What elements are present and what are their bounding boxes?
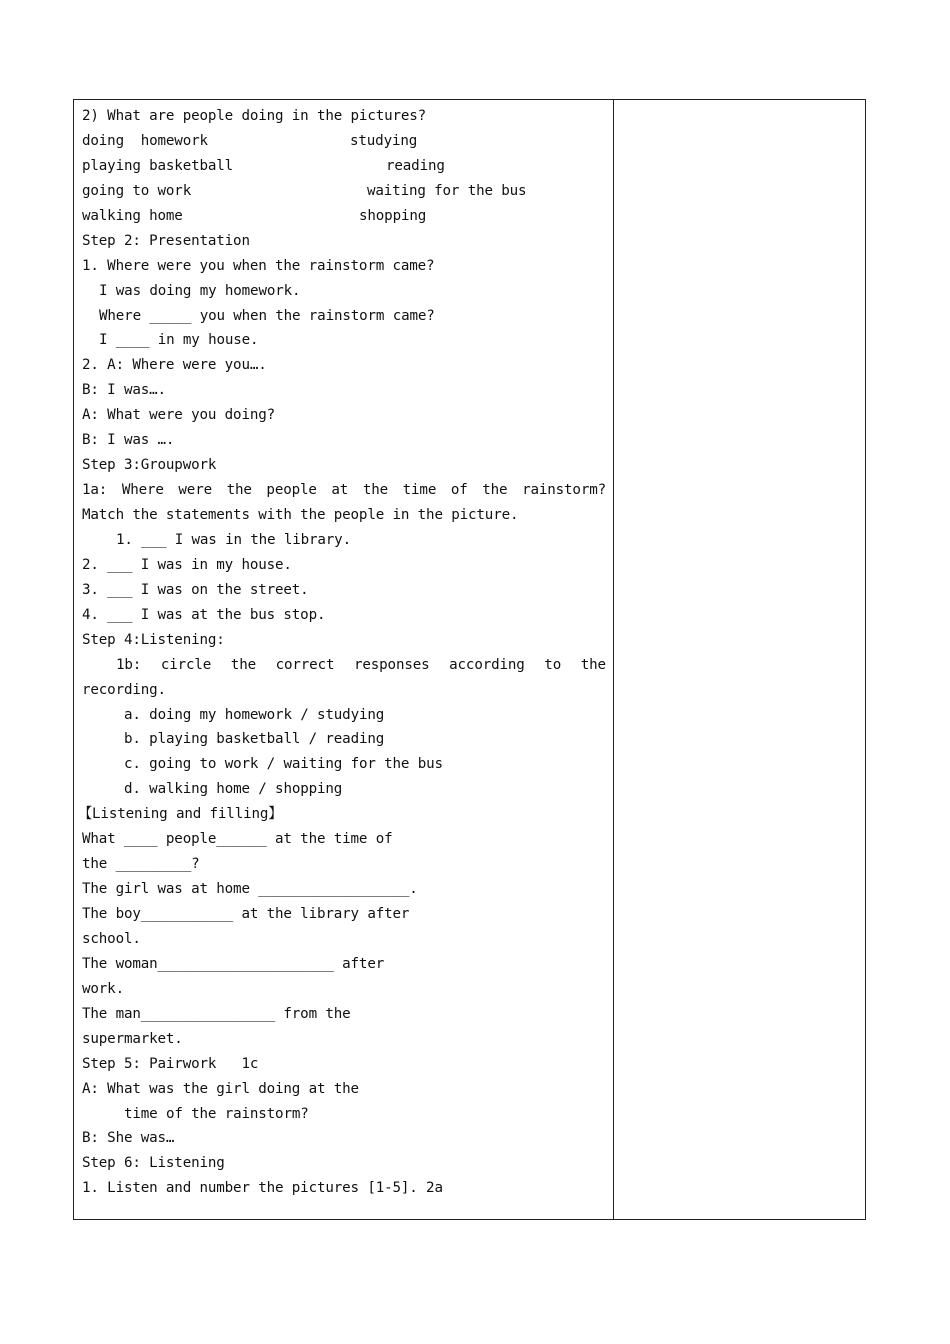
word: at	[331, 482, 349, 499]
word: Where	[121, 482, 164, 499]
word: responses	[353, 656, 430, 673]
word: the	[482, 482, 508, 499]
text-line: 2) What are people doing in the pictures?	[82, 108, 427, 124]
text-line: supermarket.	[82, 1030, 183, 1047]
word: the	[230, 656, 256, 673]
text-line: 1. ___ I was in the library.	[116, 531, 351, 548]
text-line: going to work waiting for the bus	[82, 182, 527, 199]
text-line: work.	[82, 980, 124, 997]
lesson-table	[73, 99, 866, 1220]
text-line: The woman_____________________ after	[82, 955, 385, 972]
text-line: the _________?	[82, 856, 200, 873]
text-line: 2. A: Where were you….	[82, 357, 267, 374]
text-line: time of the rainstorm?	[124, 1105, 309, 1122]
text-line: a. doing my homework / studying	[124, 706, 385, 723]
text-line: The boy___________ at the library after	[82, 906, 410, 922]
text-line: recording.	[82, 681, 166, 698]
word: correct	[275, 656, 335, 673]
text-line: Step 2: Presentation	[82, 232, 250, 249]
text-line: Match the statements with the people in the picture.	[82, 507, 519, 523]
word: 1a:	[82, 482, 108, 499]
text-line: A: What was the girl doing at the	[82, 1080, 359, 1097]
text-line: d. walking home / shopping	[124, 781, 343, 798]
text-line: walking home shopping	[82, 207, 427, 224]
text-line: 【Listening and filling】	[78, 806, 283, 823]
text-line: B: She was…	[82, 1130, 175, 1147]
word: rainstorm?	[522, 482, 606, 499]
text-line: b. playing basketball / reading	[124, 731, 385, 748]
text-line: 2. ___ I was in my house.	[82, 556, 292, 573]
text-line: I ____ in my house.	[99, 332, 259, 349]
text-line: Where _____ you when the rainstorm came?	[99, 307, 435, 324]
text-line: B: I was ….	[82, 432, 175, 449]
text-line: The man________________ from the	[82, 1005, 351, 1022]
text-line: doing homework studying	[82, 132, 418, 149]
word: circle	[160, 656, 212, 673]
word: the	[580, 656, 606, 673]
text-line: c. going to work / waiting for the bus	[124, 756, 443, 773]
word: the	[362, 482, 389, 499]
text-line	[82, 478, 606, 503]
text-line: Step 3:Groupwork	[82, 457, 217, 474]
content-cell	[78, 104, 606, 1201]
text-line: A: What were you doing?	[82, 407, 276, 424]
word: 1b:	[116, 656, 142, 673]
text-line: I was doing my homework.	[99, 282, 301, 299]
text-line: B: I was….	[82, 382, 166, 399]
text-line: school.	[82, 930, 141, 947]
text-line: playing basketball reading	[82, 157, 445, 174]
text-line: 1. Where were you when the rainstorm came?	[82, 257, 435, 274]
text-line: Step 5: Pairwork 1c	[82, 1055, 259, 1072]
text-line: 3. ___ I was on the street.	[82, 581, 309, 598]
text-line: What ____ people______ at the time of	[82, 831, 393, 848]
text-line: 1. Listen and number the pictures [1-5]. 2a	[82, 1180, 443, 1197]
word: time	[402, 482, 437, 499]
word: of	[450, 482, 468, 499]
text-line: Step 6: Listening	[82, 1155, 225, 1172]
text-line: The girl was at home __________________.	[82, 881, 418, 898]
word: to	[544, 656, 562, 673]
word: according	[449, 656, 525, 673]
word: people	[266, 482, 317, 499]
text-line: Step 4:Listening:	[82, 631, 225, 648]
word: were	[178, 482, 212, 499]
notes-cell	[614, 100, 865, 1219]
text-line	[82, 653, 606, 678]
text-line: 4. ___ I was at the bus stop.	[82, 606, 326, 623]
word: the	[226, 482, 252, 499]
